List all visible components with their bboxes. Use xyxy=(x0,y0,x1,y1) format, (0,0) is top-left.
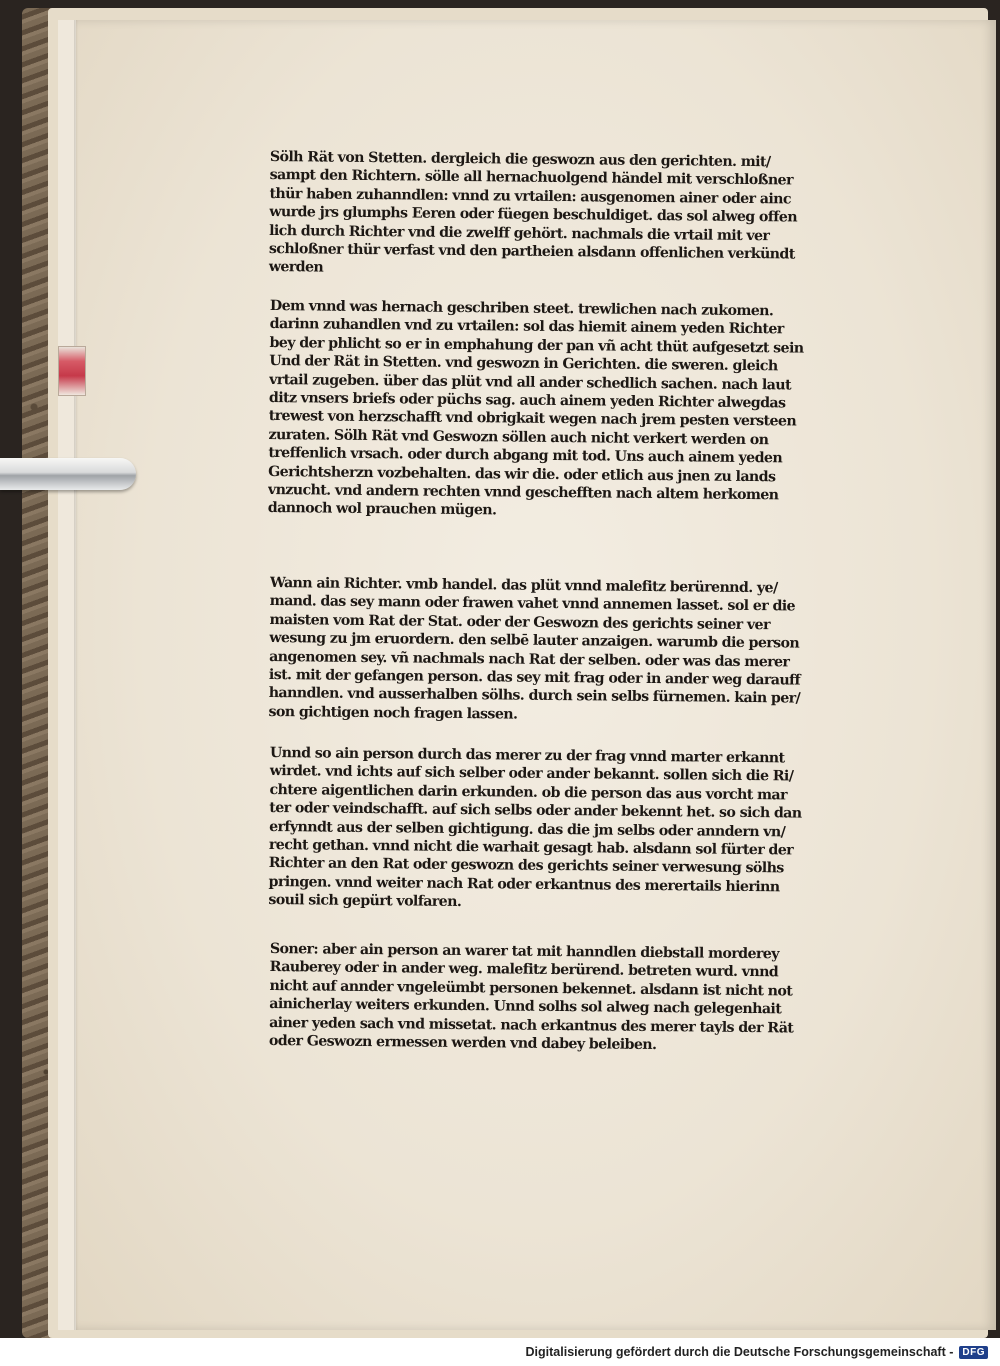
text-line: chtere aigentlichen darin erkunden. ob die person das aus vorcht mar xyxy=(269,781,788,804)
text-line: Dem vnnd was hernach geschriben steet. trewlichen nach zukomen. xyxy=(269,297,774,320)
text-line: angenomen sey. vñ nachmals nach Rat der selben. oder was das merer xyxy=(269,648,790,671)
text-line: mand. das sey mann oder frawen vahet vnnd annemen lasset. sol er die xyxy=(269,593,796,615)
text-line: werden xyxy=(268,259,324,276)
text-line: Richter an den Rat oder geswozn des gerichts seiner verwesung sölhs xyxy=(268,855,784,877)
text-line: recht gethan. vnnd nicht die warhait gesagt hab. alsdann sol fürter der xyxy=(268,836,794,859)
footer-credit: Digitalisierung gefördert durch die Deutsche Forschungsgemeinschaft - xyxy=(525,1345,954,1359)
red-marker-tab xyxy=(58,346,86,396)
page-clip xyxy=(0,458,136,490)
footer-bar xyxy=(0,1338,1000,1366)
text-line: Soner: aber ain person an warer tat mit hanndlen diebstall morderey xyxy=(269,940,779,963)
page-fold xyxy=(74,20,78,1330)
text-line: ist. mit der gefangen person. das sey mit frag oder in ander weg darauff xyxy=(268,666,801,689)
text-line: vrtail zugeben. über das plüt vnd all ander schedlich sachen. nach laut xyxy=(269,371,792,394)
text-line: wesung zu jm eruordern. den selbē lauter anzaigen. warumb die person xyxy=(269,630,800,652)
paragraph-4 xyxy=(268,744,828,915)
text-line: ditz vnsers briefs oder püchs sag. auch ainem yeden Richter alwegdas xyxy=(268,389,786,412)
text-line: wurde jrs glumphs Eeren oder füegen beschuldiget. das sol alweg offen xyxy=(269,204,798,226)
text-line: darinn zuhandlen vnd zu vrtailen: sol das hiemit ainem yeden Richter xyxy=(269,316,784,338)
text-line: ainer yeden sach vnd missetat. nach erkantnus des merer tayls der Rät xyxy=(269,1014,794,1037)
text-line: Sölh Rät von Stetten. dergleich die geswozn aus den gerichten. mit/ xyxy=(269,148,771,171)
text-line: Gerichtsherzn vozbehalten. das wir die. oder etlich aus jnen zu lands xyxy=(268,463,776,485)
paragraph-1 xyxy=(269,148,828,283)
text-line: bey der phlicht so er in emphahung der pan vñ acht thüt aufgesetzt sein xyxy=(269,334,804,357)
text-line: ainicherlay weiters erkunden. Unnd solhs sol alweg nach gelegenhait xyxy=(269,996,782,1018)
text-line: nicht auf annder vngeleümbt personen bekennet. alsdann ist nicht not xyxy=(269,977,793,1000)
text-line: hanndlen. vnd ausserhalben sölhs. durch sein selbs fürnemen. kain per/ xyxy=(268,685,801,707)
text-line: oder Geswozn ermessen werden vnd dabey beleiben. xyxy=(268,1032,657,1054)
text-line: trewest von herzschafft vnd obrigkait wegen nach jrem pesten versteen xyxy=(268,408,797,430)
text-line: ter oder veindschafft. auf sich selbs oder ander bekennt het. so sich dan xyxy=(269,800,802,822)
text-line: Wann ain Richter. vmb handel. das plüt vnnd malefitz berürennd. ye/ xyxy=(269,574,778,597)
text-line: Und der Rät in Stetten. vnd geswozn in Gerichten. die sweren. gleich xyxy=(269,353,778,375)
text-line: schloßner thür verfast vnd den partheien alsdann offenlichen verkündt xyxy=(268,240,795,263)
text-line: vnzucht. vnd andern rechten vnnd geschefften nach altem herkomen xyxy=(267,481,779,504)
text-line: souil sich gepürt volfaren. xyxy=(268,892,462,911)
text-line: lich durch Richter vnd die zwelff gehört. nachmals die vrtail mit ver xyxy=(269,222,770,244)
text-line: Rauberey oder in ander weg. malefitz berürend. betreten wurd. vnnd xyxy=(269,959,779,981)
text-line: sampt den Richtern. sölle all hernachuolgend händel mit verschloßner xyxy=(269,167,793,189)
text-line: pringen. vnnd weiter nach Rat oder erkantnus des merertails hierinn xyxy=(268,873,780,896)
text-line: erfynndt aus der selben gichtigung. das die jm selbs oder anndern vn/ xyxy=(269,818,786,840)
paragraph-3 xyxy=(268,574,828,727)
text-line: wirdet. vnd ichts auf sich selber oder ander bekannt. sollen sich die Ri/ xyxy=(269,763,794,785)
text-line: dannoch wol prauchen mügen. xyxy=(267,500,497,519)
text-line: thür haben zuhanndlen: vnnd zu vrtailen: ausgenomen ainer oder ainc xyxy=(269,185,792,208)
text-line: Unnd so ain person durch das merer zu der frag vnnd marter erkannt xyxy=(269,744,785,767)
text-line: son gichtigen noch fragen lassen. xyxy=(268,703,518,723)
dfg-logo-icon: DFG xyxy=(959,1346,988,1359)
paragraph-5 xyxy=(269,940,828,1056)
text-line: treffenlich vrsach. oder durch abgang mit tod. Uns auch ainem yeden xyxy=(268,445,783,467)
text-line: zuraten. Sölh Rät vnd Geswozn söllen auch nicht verkert werden on xyxy=(268,426,769,448)
paragraph-2 xyxy=(268,297,828,524)
text-line: maisten vom Rat der Stat. oder der Geswozn des gerichts seiner ver xyxy=(269,611,770,634)
